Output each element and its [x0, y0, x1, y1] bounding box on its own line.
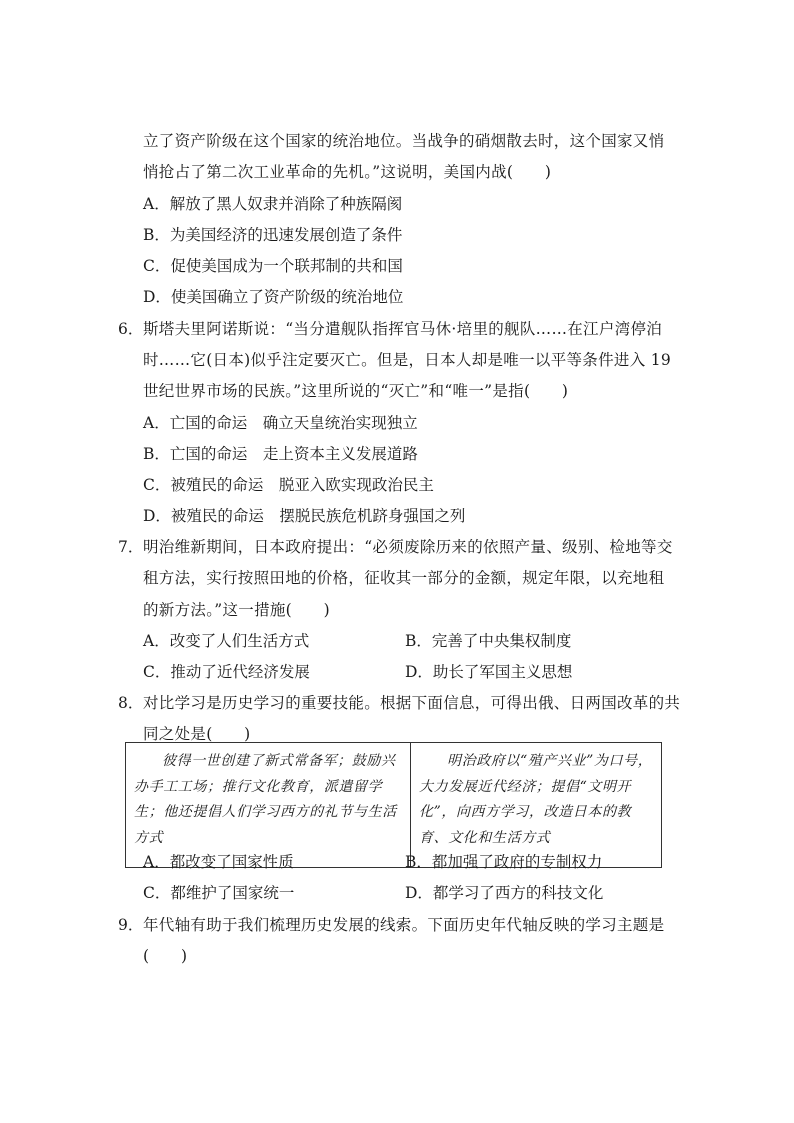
q6-option-d: D．被殖民的命运 摆脱民族危机跻身强国之列 [143, 507, 466, 525]
q7-stem-line-3: 的新方法。”这一措施( ) [143, 601, 330, 619]
q8-table-russia-cell: 彼得一世创建了新式常备军；鼓励兴办手工工场；推行文化教育，派遣留学生；他还提倡人们学习西方的礼节与生活方式 [126, 743, 411, 868]
q6-option-a: A．亡国的命运 确立天皇统治实现独立 [143, 414, 418, 432]
q6-option-b: B．亡国的命运 走上资本主义发展道路 [143, 445, 418, 463]
q7-number: 7． [118, 538, 144, 556]
q7-stem-line-2: 租方法，实行按照田地的价格，征收其一部分的金额，规定年限，以充地租 [143, 569, 665, 587]
q6-number: 6． [118, 320, 144, 338]
q8-stem-line-2: 同之处是( ) [143, 725, 251, 743]
q5-option-a: A．解放了黑人奴隶并消除了种族隔阂 [143, 195, 403, 213]
q5-stem-line-1: 立了资产阶级在这个国家的统治地位。当战争的硝烟散去时，这个国家又悄 [143, 132, 665, 150]
q8-option-c: C．都维护了国家统一 [143, 884, 295, 902]
q7-stem-line-1: 明治维新期间，日本政府提出：“必须废除历来的依照产量、级别、检地等交 [143, 538, 673, 556]
q6-option-c: C．被殖民的命运 脱亚入欧实现政治民主 [143, 476, 434, 494]
q7-option-d: D．助长了军国主义思想 [405, 663, 573, 681]
q8-stem-line-1: 对比学习是历史学习的重要技能。根据下面信息，可得出俄、日两国改革的共 [143, 694, 681, 712]
q8-option-a: A．都改变了国家性质 [143, 853, 294, 871]
q9-stem-line-1: 年代轴有助于我们梳理历史发展的线索。下面历史年代轴反映的学习主题是 [143, 916, 665, 934]
q6-stem-line-3: 世纪世界市场的民族。”这里所说的“灭亡”和“唯一”是指( ) [143, 382, 569, 400]
q9-number: 9． [118, 916, 144, 934]
q5-option-b: B．为美国经济的迅速发展创造了条件 [143, 226, 403, 244]
q8-number: 8． [118, 694, 144, 712]
q8-option-d: D．都学习了西方的科技文化 [405, 884, 604, 902]
q7-option-c: C．推动了近代经济发展 [143, 663, 310, 681]
q5-stem-line-2: 悄抢占了第二次工业革命的先机。”这说明，美国内战( ) [143, 163, 552, 181]
q6-stem-line-2: 时……它(日本)似乎注定要灭亡。但是，日本人却是唯一以平等条件进入 19 [143, 351, 672, 369]
q8-table-japan-cell: 明治政府以“殖产兴业”为口号，大力发展近代经济；提倡“文明开化”，向西方学习，改造日本的教育、文化和生活方式 [411, 743, 662, 868]
q7-option-a: A．改变了人们生活方式 [143, 632, 310, 650]
q7-option-b: B．完善了中央集权制度 [405, 632, 572, 650]
q8-comparison-table [125, 742, 662, 868]
q8-option-b: B．都加强了政府的专制权力 [405, 853, 603, 871]
q9-stem-line-2: ( ) [143, 947, 188, 965]
q5-option-c: C．促使美国成为一个联邦制的共和国 [143, 257, 403, 275]
q6-stem-line-1: 斯塔夫里阿诺斯说：“当分遣舰队指挥官马休·培里的舰队……在江户湾停泊 [143, 320, 663, 338]
q5-option-d: D．使美国确立了资产阶级的统治地位 [143, 288, 404, 306]
